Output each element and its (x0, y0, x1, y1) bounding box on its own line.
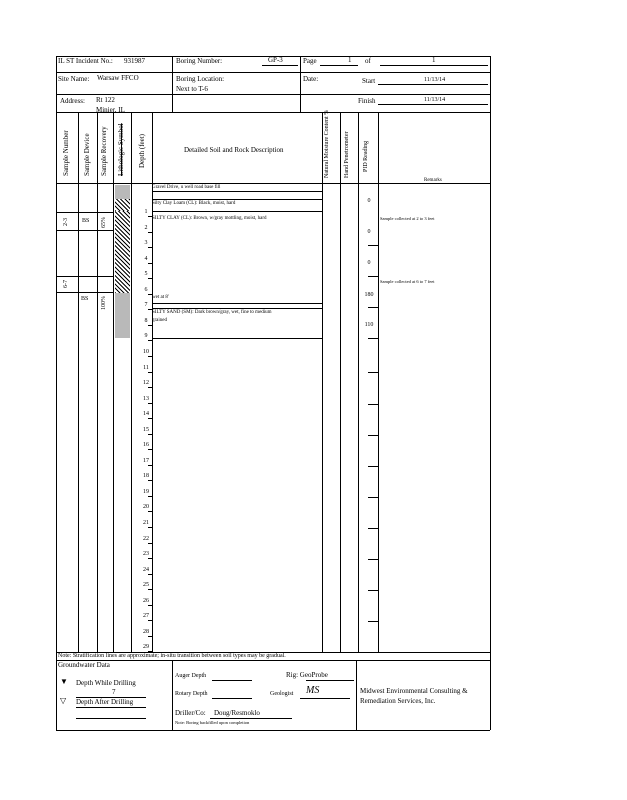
finish-value: 11/13/14 (424, 97, 446, 103)
depth-label-3: 3 (144, 240, 148, 246)
incident-label: IL ST Incident No.: (58, 57, 113, 65)
incident-value: 931987 (124, 57, 145, 65)
column-header-bottom (56, 183, 490, 184)
depth-tick (148, 340, 153, 341)
page-value: 1 (348, 56, 352, 64)
depth-label-2: 2 (144, 225, 148, 231)
depth-label-6: 6 (144, 287, 148, 293)
pid-reading-3: 0 (367, 260, 371, 266)
depth-label-11: 11 (143, 365, 149, 371)
sample-1-top (56, 212, 113, 213)
col-header-description: Detailed Soil and Rock Description (184, 146, 284, 154)
strata-silty-clay: SILTY CLAY (CL): Brown, w/gray mottling, moist, hard (152, 216, 267, 221)
frame-right (490, 56, 491, 730)
rig-underline (306, 680, 354, 681)
site-name-value: Warsaw FFCO (97, 74, 139, 82)
strata-line-3 (152, 211, 322, 212)
strata-gravel: Gravel Drive, u well road base fill (152, 185, 221, 190)
depth-tick (148, 620, 153, 621)
boring-number-underline (262, 65, 298, 66)
depth-label-12: 12 (143, 380, 149, 386)
sample-number-2: 6-7 (63, 280, 69, 288)
depth-label-8: 8 (144, 318, 148, 324)
rotary-depth-label: Rotary Depth (175, 691, 208, 697)
remark-tick (368, 276, 378, 277)
lithology-silty-sand (115, 293, 130, 338)
depth-label-25: 25 (143, 582, 149, 588)
strata-line-2 (152, 199, 322, 200)
sample-device-1: BS (82, 218, 90, 224)
depth-label-24: 24 (143, 567, 149, 573)
geologist-label: Geologist (270, 691, 294, 697)
boring-note: Note: Boring backfilled upon completion (175, 720, 250, 725)
depth-tick (148, 263, 153, 264)
sample-recovery-2: 100% (101, 296, 107, 310)
driller-label: Driller/Co: (175, 709, 206, 717)
depth-label-4: 4 (144, 256, 148, 262)
depth-label-13: 13 (143, 396, 149, 402)
sample-2-top (56, 276, 113, 277)
rig-label: Rig: GeoProbe (286, 671, 328, 679)
depth-label-15: 15 (143, 427, 149, 433)
depth-label-1: 1 (144, 209, 148, 215)
finish-underline (378, 104, 488, 105)
depth-tick (148, 232, 153, 233)
depth-tick (148, 418, 153, 419)
of-label: of (365, 57, 371, 65)
sample-2-bottom (56, 292, 113, 293)
address-line-2: Minier, IL (96, 106, 125, 114)
water-level-filled-icon: ▼ (60, 677, 68, 686)
remark-tick (368, 528, 378, 529)
col-header-hand-penetrometer: Hand Penetrometer (344, 131, 350, 178)
boring-location-label: Boring Location: (176, 75, 225, 83)
depth-tick (148, 449, 153, 450)
lithology-silty-clay (115, 211, 130, 293)
depth-tick (148, 403, 153, 404)
pid-reading-4: 180 (364, 292, 374, 298)
frame-left (56, 56, 57, 730)
depth-label-18: 18 (143, 473, 149, 479)
geologist-underline (300, 698, 350, 699)
stratification-note: Note: Stratification lines are approximate; in-situ transition between soil types may be gradual. (58, 653, 286, 659)
depth-tick (148, 434, 153, 435)
depth-tick (148, 605, 153, 606)
col-header-remarks: Remarks (424, 178, 442, 183)
col-header-pid-reading: PID Reading (363, 140, 369, 172)
sample-recovery-1: 65% (101, 217, 107, 228)
remark-tick (368, 435, 378, 436)
site-name-label: Site Name: (58, 75, 90, 83)
sample-number-1: 2-3 (63, 218, 69, 226)
depth-tick (148, 372, 153, 373)
start-underline (378, 84, 488, 85)
driller-value: Doug/Resmoklo (214, 709, 260, 717)
strata-silty-sand: SILTY SAND (SM): Dark brown/gray, wet, fine to medium (152, 310, 272, 315)
strata-wet-note: wet at 8' (152, 295, 169, 300)
depth-label-10: 10 (143, 349, 149, 355)
depth-tick (148, 387, 153, 388)
depth-label-17: 17 (143, 458, 149, 464)
lithology-gravel-fill (115, 185, 130, 199)
depth-tick (148, 574, 153, 575)
depth-label-7: 7 (144, 302, 148, 308)
depth-tick (148, 325, 153, 326)
strata-silty-sand-cont: grained (152, 318, 167, 323)
depth-after-drilling-underline (76, 707, 146, 708)
finish-label: Finish (358, 97, 376, 105)
depth-tick (148, 465, 153, 466)
auger-depth-label: Auger Depth (175, 673, 207, 679)
remark-tick (368, 338, 378, 339)
date-label: Date: (303, 75, 319, 83)
depth-label-20: 20 (143, 504, 149, 510)
depth-label-5: 5 (144, 271, 148, 277)
remark-tick (368, 621, 378, 622)
depth-label-27: 27 (143, 613, 149, 619)
strata-line-4 (152, 303, 322, 304)
depth-label-26: 26 (143, 598, 149, 604)
depth-after-drilling-label: Depth After Drilling (76, 698, 134, 706)
depth-tick (148, 356, 153, 357)
auger-depth-underline (212, 680, 252, 681)
col-rule-description (322, 112, 323, 652)
col-rule-depth (152, 112, 153, 652)
col-rule-penetrometer (358, 112, 359, 652)
depth-tick (148, 247, 153, 248)
strata-line-5 (152, 308, 322, 309)
geologist-value: MS (306, 685, 320, 696)
remark-tick (368, 466, 378, 467)
note-bottom-line (56, 660, 490, 661)
remark-tick (368, 245, 378, 246)
of-value: 1 (432, 56, 436, 64)
col-header-sample-number: Sample Number (62, 130, 70, 176)
col-rule-lithology (131, 112, 132, 652)
strata-line-1 (152, 191, 322, 192)
col-header-depth: Depth (feet) (138, 133, 146, 168)
sample-1-bottom (56, 230, 113, 231)
remark-tick (368, 559, 378, 560)
depth-while-drilling-label: Depth While Drilling (76, 679, 136, 687)
header-divider-1 (172, 56, 173, 112)
header-divider-2 (300, 56, 301, 112)
depth-label-14: 14 (143, 411, 149, 417)
start-value: 11/13/14 (424, 77, 446, 83)
col-header-lithologic-symbol: Lithologic Symbol (117, 123, 125, 176)
col-header-natural-moisture: Natural Moisture Content % (324, 109, 330, 178)
water-level-open-icon: ▽ (60, 696, 67, 705)
driller-underline (210, 718, 292, 719)
pid-reading-2: 0 (367, 229, 371, 235)
company-line-2: Remediation Services, Inc. (360, 697, 436, 705)
footer-divider-1 (172, 660, 173, 730)
depth-tick (148, 527, 153, 528)
remark-tick (368, 372, 378, 373)
depth-label-22: 22 (143, 536, 149, 542)
depth-while-drilling-value: 7 (112, 688, 116, 696)
depth-label-21: 21 (143, 520, 149, 526)
address-label: Address: (60, 97, 85, 105)
col-rule-pid (378, 112, 379, 652)
depth-label-16: 16 (143, 442, 149, 448)
depth-tick (148, 496, 153, 497)
strata-line-6 (152, 338, 322, 339)
header-row-line-2 (56, 94, 490, 95)
depth-tick (148, 480, 153, 481)
lithology-silty-clay-loam (115, 199, 130, 211)
boring-number-value: GP-3 (268, 56, 283, 64)
col-rule-moisture (340, 112, 341, 652)
col-header-sample-recovery: Sample Recovery (100, 126, 108, 176)
depth-tick (148, 543, 153, 544)
frame-bottom (56, 730, 490, 731)
boring-location-value: Next to T-6 (176, 85, 208, 93)
col-rule-recovery (113, 112, 114, 652)
remark-tick (368, 307, 378, 308)
depth-tick (148, 511, 153, 512)
strata-silty-clay-loam: Silty Clay Loam (CL): Black, moist, hard (152, 201, 236, 206)
depth-label-9: 9 (144, 333, 148, 339)
depth-after-drilling-underline-2 (76, 718, 146, 719)
groundwater-label: Groundwater Data (58, 661, 110, 669)
col-rule-sample-device (97, 112, 98, 652)
remark-1: Sample collected at 2 to 3 feet (380, 216, 435, 221)
depth-label-29: 29 (143, 644, 149, 650)
depth-label-19: 19 (143, 489, 149, 495)
remark-2: Sample collected at 6 to 7 feet (380, 279, 435, 284)
footer-divider-2 (356, 660, 357, 730)
depth-tick (148, 558, 153, 559)
col-rule-sample-number (78, 112, 79, 652)
remark-tick (368, 404, 378, 405)
remark-tick (368, 590, 378, 591)
depth-label-23: 23 (143, 551, 149, 557)
header-row-line-1 (56, 72, 490, 73)
sample-device-2: BS (81, 296, 89, 302)
page-underline (320, 65, 358, 66)
remark-tick (368, 497, 378, 498)
of-underline (380, 65, 488, 66)
company-line-1: Midwest Environmental Consulting & (360, 687, 468, 695)
rotary-depth-underline (212, 698, 252, 699)
depth-tick (148, 589, 153, 590)
address-line-1: Rt 122 (96, 96, 115, 104)
start-label: Start (362, 77, 376, 85)
depth-tick (148, 278, 153, 279)
col-header-sample-device: Sample Device (83, 133, 91, 176)
pid-reading-1: 0 (367, 198, 371, 204)
depth-label-28: 28 (143, 629, 149, 635)
boring-number-label: Boring Number: (176, 57, 223, 65)
depth-tick (148, 636, 153, 637)
page-label: Page (303, 57, 317, 65)
pid-reading-5: 110 (364, 322, 374, 328)
